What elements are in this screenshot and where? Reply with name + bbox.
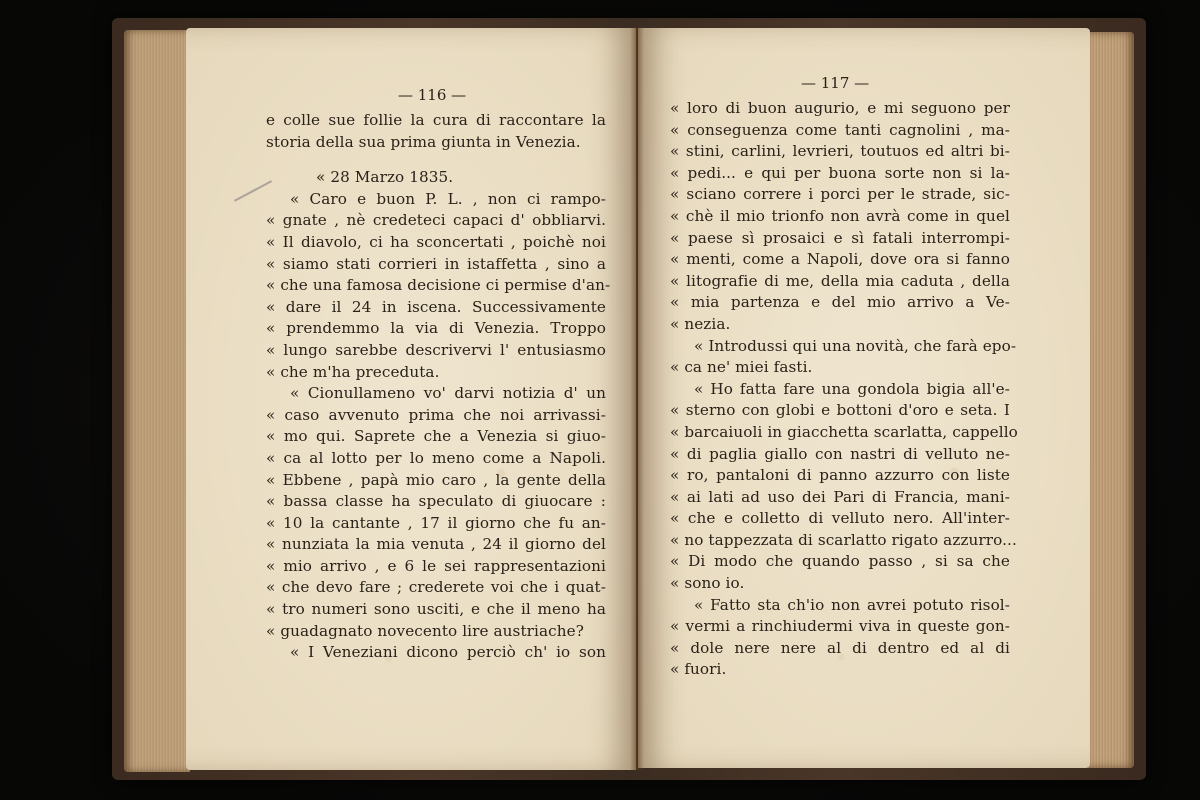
text-line: « nezia. (670, 314, 731, 333)
text-line: « ca ne' miei fasti. (670, 358, 813, 377)
text-line: « mia partenza e del mio arrivo a Ve- (670, 293, 1010, 312)
text-line: « ai lati ad uso dei Pari di Francia, mani- (670, 487, 1010, 506)
text-line: « menti, come a Napoli, dove ora si fanno (670, 250, 1010, 269)
text-line: « vermi a rinchiudermi viva in queste gon- (670, 617, 1010, 636)
text-line: « dole nere nere al di dentro ed al di (670, 638, 1010, 657)
text-line: « sciano correre i porci per le strade, sic- (670, 185, 1010, 204)
text-line: « pedi... e qui per buona sorte non si la- (670, 163, 1010, 182)
text-line: e colle sue follie la cura di raccontare la (266, 111, 606, 129)
right-page-text (670, 98, 1018, 681)
text-line: « Il diavolo, ci ha sconcertati , poichè noi (266, 232, 606, 251)
left-page-text (266, 110, 611, 664)
page-edges-right (1088, 32, 1134, 768)
text-line: « di paglia giallo con nastri di velluto ne- (670, 444, 1010, 463)
text-line: « dare il 24 in iscena. Successivamente (266, 297, 606, 316)
text-line: storia della sua prima giunta in Venezia. (266, 132, 581, 151)
text-line: « paese sì prosaici e sì fatali interrompi- (670, 228, 1010, 247)
text-line: « mo qui. Saprete che a Venezia si giuo- (266, 427, 606, 446)
page-edges-left (124, 30, 190, 772)
text-line: « Ebbene , papà mio caro , la gente della (266, 470, 606, 489)
text-line: « lungo sarebbe descrivervi l' entusiasmo (266, 340, 606, 359)
text-line: « gnate , nè credeteci capaci d' obbliarvi. (266, 211, 606, 230)
text-line: « ro, pantaloni di panno azzurro con liste (670, 466, 1010, 485)
text-line: « Cionullameno vo' darvi notizia d' un (290, 384, 606, 403)
text-line: « mio arrivo , e 6 le sei rappresentazioni (266, 556, 606, 575)
text-line: « che e colletto di velluto nero. All'inter- (670, 509, 1010, 528)
right-page-number: — 117 — (801, 74, 870, 92)
text-line: « sterno con globi e bottoni d'oro e seta. I (670, 401, 1010, 420)
text-line: « che m'ha preceduta. (266, 362, 440, 381)
text-line: « litografie di me, della mia caduta , della (670, 271, 1010, 290)
text-line: « che una famosa decisione ci permise d'an- (266, 276, 611, 295)
text-line: « 28 Marzo 1835. (316, 168, 454, 187)
text-line: « no tappezzata di scarlatto rigato azzurro... (670, 530, 1017, 549)
left-page-number: — 116 — (398, 86, 467, 104)
text-line: « chè il mio trionfo non avrà come in quel (670, 206, 1010, 225)
text-line: « che devo fare ; crederete voi che i quat- (266, 578, 606, 597)
text-line: « stini, carlini, levrieri, toutuos ed altri bi- (670, 142, 1010, 161)
text-line: « Caro e buon P. L. , non ci rampo- (290, 189, 606, 208)
text-line: « loro di buon augurio, e mi seguono per (670, 99, 1010, 117)
text-line: « Di modo che quando passo , si sa che (670, 552, 1010, 571)
text-line: « caso avvenuto prima che noi arrivassi- (266, 405, 606, 424)
text-line: « guadagnato novecento lire austriache? (266, 621, 584, 640)
text-line: « 10 la cantante , 17 il giorno che fu an- (266, 513, 606, 532)
text-line: « I Veneziani dicono perciò ch' io son (290, 643, 606, 662)
text-line: « bassa classe ha speculato di giuocare : (266, 492, 606, 511)
text-line: « siamo stati corrieri in istaffetta , sino a (266, 254, 606, 273)
text-line: « fuori. (670, 660, 727, 679)
book-gutter (630, 28, 644, 770)
text-line: « barcaiuoli in giacchetta scarlatta, cappello (670, 422, 1018, 441)
text-line: « Ho fatta fare una gondola bigia all'e- (694, 379, 1010, 398)
text-line: « nunziata la mia venuta , 24 il giorno del (266, 535, 606, 554)
text-line: « Introdussi qui una novità, che farà epo- (694, 336, 1017, 355)
text-line: « Fatto sta ch'io non avrei potuto risol- (694, 595, 1010, 614)
text-line: « conseguenza come tanti cagnolini , ma- (670, 120, 1010, 139)
text-line: « ca al lotto per lo meno come a Napoli. (266, 448, 606, 467)
text-line: « prendemmo la via di Venezia. Troppo (266, 319, 606, 338)
text-line: « tro numeri sono usciti, e che il meno ha (266, 600, 606, 619)
text-line: « sono io. (670, 574, 745, 593)
